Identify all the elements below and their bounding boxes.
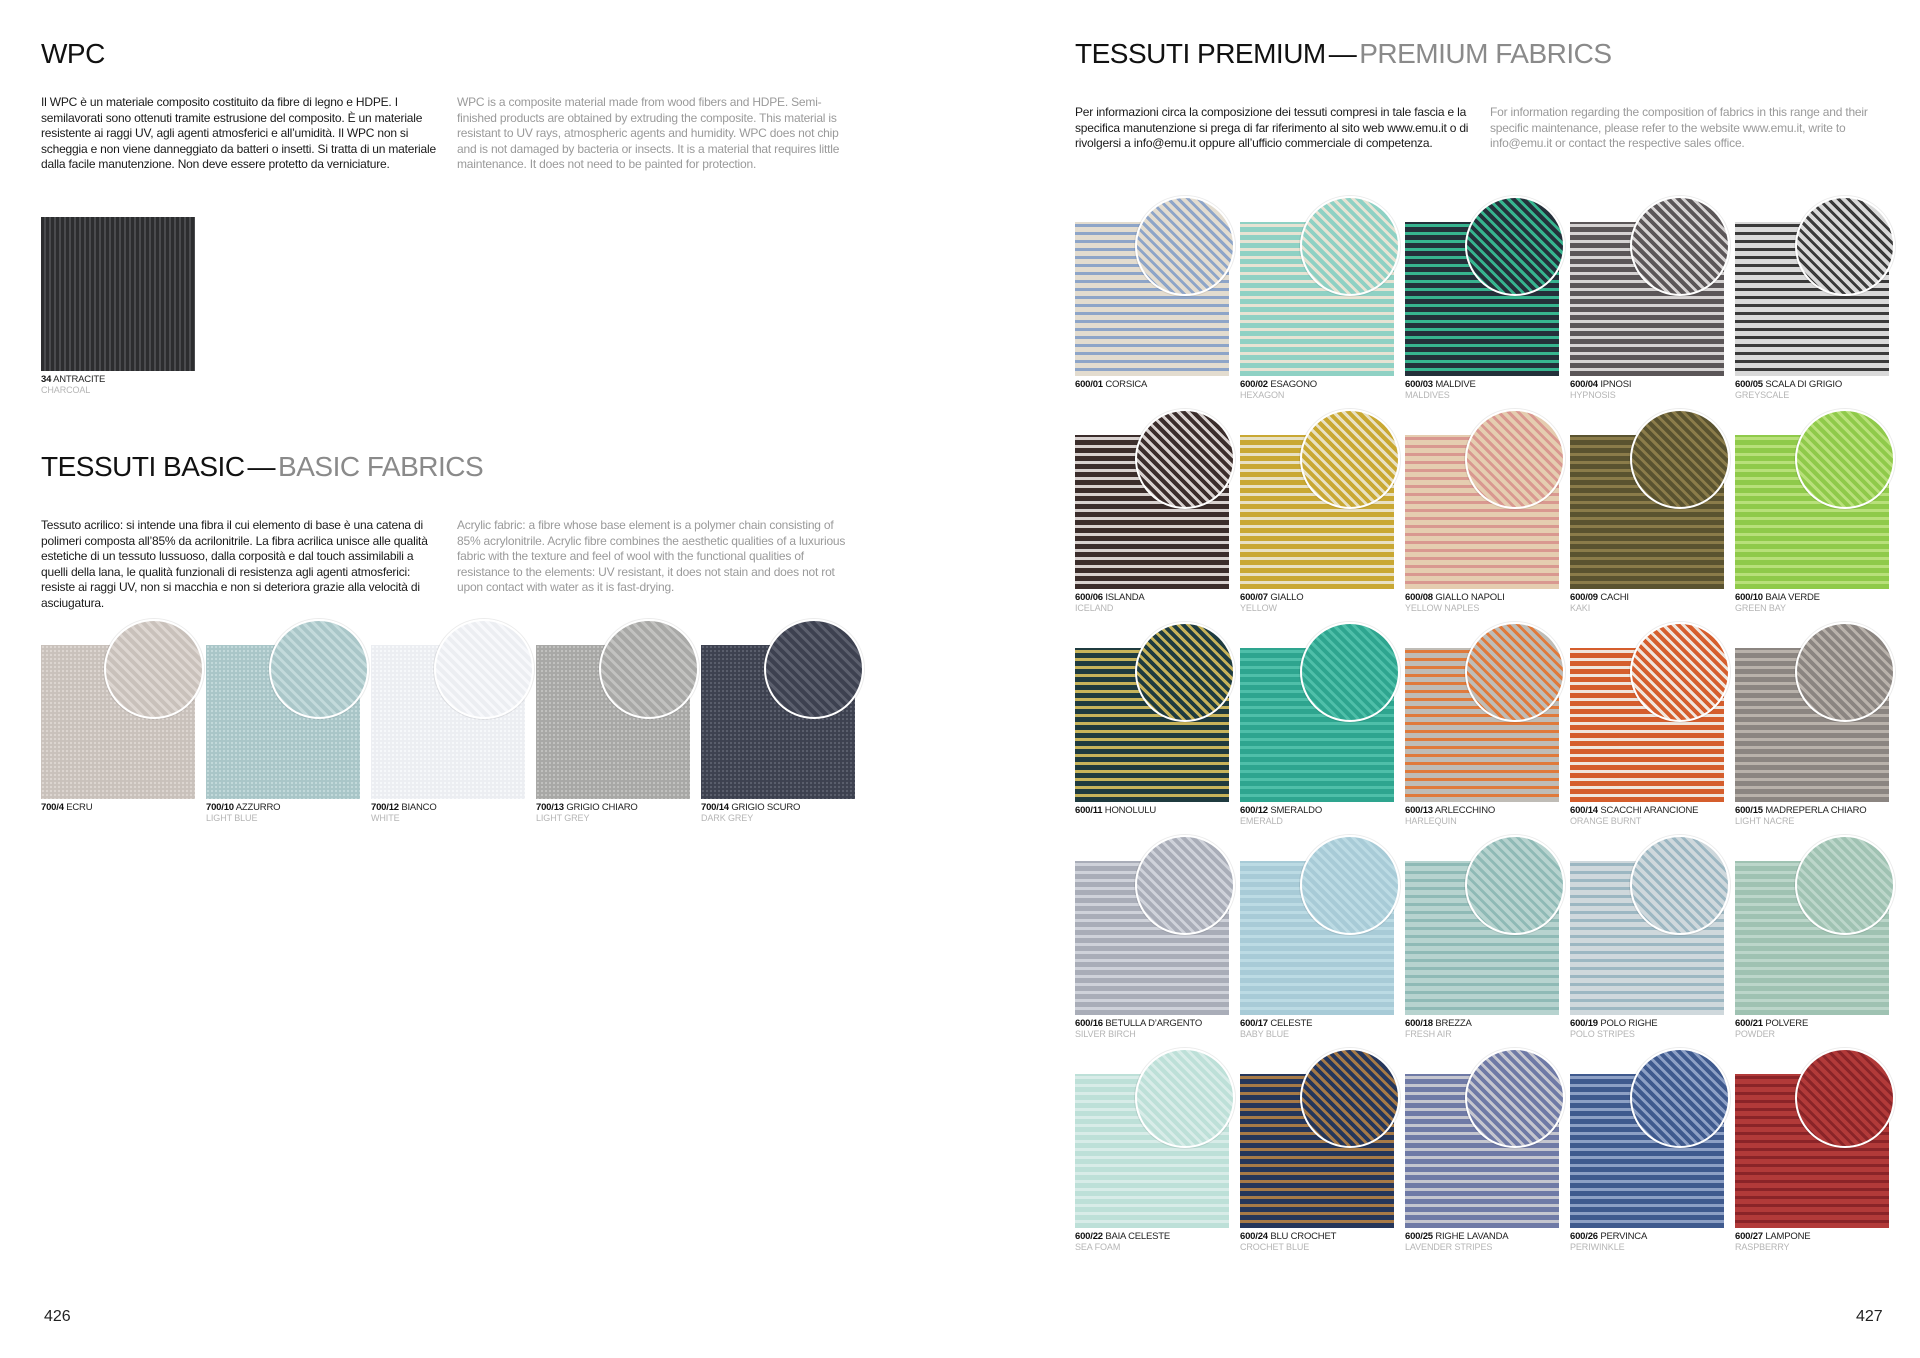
- fabric-swatch-label: [536, 802, 638, 813]
- swatch-name: IPNOSI: [1600, 379, 1632, 390]
- fabric-zoom-circle: [1630, 1048, 1730, 1148]
- swatch-code: 600/07: [1240, 592, 1268, 603]
- swatch-code: 600/05: [1735, 379, 1763, 390]
- swatch-code: 600/26: [1570, 1231, 1598, 1242]
- swatch-name-en: MALDIVES: [1405, 390, 1450, 400]
- fabric-swatch: [1075, 222, 1229, 400]
- fabric-swatch-label: [1735, 592, 1820, 603]
- premium-title-en: PREMIUM FABRICS: [1359, 38, 1612, 69]
- swatch-name: GIALLO: [1270, 592, 1304, 603]
- premium-text-en: For information regarding the composition of fabrics in this range and their specific maintenance, please refer to the website www.emu.it, write to info@emu.it or contact the respective sales office.: [1490, 105, 1868, 150]
- fabric-swatch-label: [1075, 592, 1145, 603]
- fabric-swatch: [1405, 1074, 1559, 1252]
- swatch-code: 600/15: [1735, 805, 1763, 816]
- basic-text-en: Acrylic fabric: a fibre whose base element is a polymer chain consisting of 85% acrylonitrile. Acrylic fibre combines the aesthetic qualities of a luxurious fabric with the texture and feel of wool with the functional qualities of resistance to the elements: UV resistant, it does not stain and does not rot upon contact with water as it is fast-drying.: [457, 518, 846, 594]
- fabric-swatch: [1570, 861, 1724, 1039]
- swatch-name: CACHI: [1600, 592, 1629, 603]
- fabric-zoom-circle: [434, 619, 534, 719]
- fabric-zoom-circle: [1300, 622, 1400, 722]
- swatch-code: 600/09: [1570, 592, 1598, 603]
- fabric-zoom-circle: [104, 619, 204, 719]
- swatch-code: 600/12: [1240, 805, 1268, 816]
- fabric-zoom-circle: [1795, 622, 1895, 722]
- swatch-name-en: ORANGE BURNT: [1570, 816, 1642, 826]
- fabric-swatch-label: [1405, 379, 1476, 390]
- swatch-name-en: YELLOW NAPLES: [1405, 603, 1480, 613]
- fabric-zoom-circle: [1465, 835, 1565, 935]
- basic-text-it: Tessuto acrilico: si intende una fibra il cui elemento di base è una catena di polimeri composta all’85% da acrilonitrile. La fibra acrilica unisce alle qualità estetiche di un tessuto lussuoso, dalla corposità e dal touch assimilabili a quelli della lana, le qualità funzionali di resistenza agli agenti atmosferici: resiste ai raggi UV, non si macchia e non si deteriora grazie alla velocità di asciugatura.: [41, 518, 428, 610]
- swatch-name-en: HEXAGON: [1240, 390, 1285, 400]
- swatch-name-en: FRESH AIR: [1405, 1029, 1452, 1039]
- swatch-name: SMERALDO: [1270, 805, 1323, 816]
- swatch-name: POLVERE: [1765, 1018, 1809, 1029]
- fabric-zoom-circle: [1300, 1048, 1400, 1148]
- basic-title-main: TESSUTI BASIC: [41, 451, 245, 482]
- fabric-zoom-circle: [1135, 196, 1235, 296]
- fabric-swatch: [1075, 435, 1229, 613]
- swatch-code: 600/22: [1075, 1231, 1103, 1242]
- swatch-name-en: RASPBERRY: [1735, 1242, 1790, 1252]
- fabric-swatch-label: [1405, 805, 1495, 816]
- fabric-swatch: [1075, 861, 1229, 1039]
- swatch-name-en: LAVENDER STRIPES: [1405, 1242, 1493, 1252]
- swatch-name-en: DARK GREY: [701, 813, 754, 823]
- swatch-code: 600/01: [1075, 379, 1103, 390]
- fabric-swatch-label: [701, 802, 800, 813]
- swatch-name: MALDIVE: [1435, 379, 1476, 390]
- fabric-swatch: [1570, 435, 1724, 613]
- swatch-code: 600/11: [1075, 805, 1103, 816]
- swatch-name: RIGHE LAVANDA: [1435, 1231, 1509, 1242]
- swatch-name: ESAGONO: [1270, 379, 1317, 390]
- fabric-swatch-label: [1570, 379, 1631, 390]
- swatch-name: BETULLA D’ARGENTO: [1105, 1018, 1203, 1029]
- swatch-code: 700/10: [206, 802, 234, 813]
- swatch-code: 600/04: [1570, 379, 1598, 390]
- basic-title-dash: —: [247, 451, 276, 482]
- fabric-swatch-label: [1405, 1018, 1472, 1029]
- fabric-swatch: [1735, 861, 1889, 1039]
- swatch-name: CELESTE: [1270, 1018, 1313, 1029]
- fabric-swatch-label: [371, 802, 437, 813]
- swatch-name-en: EMERALD: [1240, 816, 1283, 826]
- swatch-name: BREZZA: [1435, 1018, 1472, 1029]
- fabric-zoom-circle: [1630, 196, 1730, 296]
- fabric-swatch-label: [1570, 1018, 1657, 1029]
- swatch-name: GIALLO NAPOLI: [1435, 592, 1505, 603]
- swatch-code: 600/17: [1240, 1018, 1268, 1029]
- premium-title-main: TESSUTI PREMIUM: [1075, 38, 1326, 69]
- fabric-swatch: [1240, 1074, 1394, 1252]
- fabric-swatch-label: [1570, 1231, 1647, 1242]
- swatch-code: 600/16: [1075, 1018, 1103, 1029]
- wpc-title: WPC: [41, 38, 105, 69]
- swatch-name-en: HYPNOSIS: [1570, 390, 1616, 400]
- swatch-name-en: GREEN BAY: [1735, 603, 1786, 613]
- swatch-code: 700/12: [371, 802, 399, 813]
- swatch-name: BLU CROCHET: [1270, 1231, 1337, 1242]
- fabric-swatch-label: [1240, 805, 1322, 816]
- swatch-name-en: LIGHT NACRE: [1735, 816, 1795, 826]
- fabric-zoom-circle: [764, 619, 864, 719]
- fabric-swatch-label: [1240, 1231, 1336, 1242]
- fabric-zoom-circle: [1300, 835, 1400, 935]
- swatch-name: CORSICA: [1105, 379, 1148, 390]
- fabric-swatch-label: [1735, 379, 1842, 390]
- swatch-name: BAIA VERDE: [1765, 592, 1820, 603]
- wpc-swatch-name-en: CHARCOAL: [41, 385, 91, 395]
- page-number-right: 427: [1856, 1308, 1883, 1325]
- fabric-swatch-label: [1735, 1231, 1810, 1242]
- swatch-name-en: PERIWINKLE: [1570, 1242, 1625, 1252]
- fabric-zoom-circle: [1135, 835, 1235, 935]
- fabric-swatch: [1075, 648, 1229, 826]
- fabric-swatch-label: [1240, 592, 1303, 603]
- swatch-name-en: POWDER: [1735, 1029, 1775, 1039]
- fabric-swatch-label: [1405, 1231, 1508, 1242]
- page-number-left: 426: [44, 1308, 71, 1325]
- fabric-swatch: [41, 645, 195, 823]
- premium-text-it: Per informazioni circa la composizione dei tessuti compresi in tale fascia e la specifica manutenzione si prega di far riferimento al sito web www.emu.it o di rivolgersi a info@emu.it oppure all’ufficio commerciale di competenza.: [1075, 105, 1469, 150]
- fabric-swatch: [1570, 1074, 1724, 1252]
- swatch-code: 600/10: [1735, 592, 1763, 603]
- fabric-swatch-label: [1240, 1018, 1312, 1029]
- swatch-name-en: KAKI: [1570, 603, 1591, 613]
- swatch-code: 600/21: [1735, 1018, 1763, 1029]
- swatch-name: PERVINCA: [1600, 1231, 1648, 1242]
- fabric-swatch-label: [1735, 1018, 1808, 1029]
- fabric-swatch-label: [1735, 805, 1866, 816]
- swatch-code: 600/06: [1075, 592, 1103, 603]
- wpc-swatch-label: [41, 374, 105, 385]
- fabric-swatch-label: [1075, 1231, 1170, 1242]
- swatch-name-en: CROCHET BLUE: [1240, 1242, 1310, 1252]
- fabric-swatch: [1240, 222, 1394, 400]
- swatch-code: 600/14: [1570, 805, 1598, 816]
- swatch-name-en: SEA FOAM: [1075, 1242, 1121, 1252]
- fabric-swatch: [206, 645, 360, 823]
- wpc-text-en: WPC is a composite material made from wood fibers and HDPE. Semi-finished products are obtained by extruding the composite. This material is resistant to UV rays, atmospheric agents and humidity. WPC does not chip and is not damaged by bacteria or insects. It is a material that requires little maintenance. It does not need to be painted for protection.: [457, 95, 840, 171]
- swatch-code: 600/24: [1240, 1231, 1268, 1242]
- fabric-zoom-circle: [1795, 1048, 1895, 1148]
- fabric-swatch: [1735, 222, 1889, 400]
- fabric-swatch: [1735, 1074, 1889, 1252]
- fabric-zoom-circle: [1300, 196, 1400, 296]
- swatch-name-en: SILVER BIRCH: [1075, 1029, 1136, 1039]
- swatch-name-en: LIGHT BLUE: [206, 813, 258, 823]
- swatch-name-en: POLO STRIPES: [1570, 1029, 1635, 1039]
- basic-title: [41, 451, 483, 483]
- fabric-swatch-label: [1075, 1018, 1202, 1029]
- fabric-zoom-circle: [1630, 622, 1730, 722]
- fabric-zoom-circle: [269, 619, 369, 719]
- fabric-zoom-circle: [1135, 622, 1235, 722]
- swatch-name: ECRU: [66, 802, 93, 813]
- fabric-zoom-circle: [1465, 1048, 1565, 1148]
- fabric-swatch: [701, 645, 855, 823]
- fabric-swatch-label: [1570, 805, 1698, 816]
- swatch-name: ANTRACITE: [53, 374, 106, 385]
- swatch-name: ARLECCHINO: [1434, 805, 1496, 816]
- swatch-name: LAMPONE: [1765, 1231, 1811, 1242]
- fabric-swatch-label: [1405, 592, 1505, 603]
- swatch-code: 600/03: [1405, 379, 1433, 390]
- fabric-swatch: [1570, 222, 1724, 400]
- fabric-swatch: [536, 645, 690, 823]
- swatch-name: BAIA CELESTE: [1105, 1231, 1170, 1242]
- premium-title-dash: —: [1328, 38, 1357, 69]
- swatch-name: GRIGIO CHIARO: [566, 802, 638, 813]
- swatch-name-en: ICELAND: [1075, 603, 1114, 613]
- swatch-code: 34: [41, 374, 52, 385]
- swatch-code: 700/4: [41, 802, 64, 813]
- fabric-zoom-circle: [1795, 835, 1895, 935]
- swatch-name: BIANCO: [401, 802, 437, 813]
- fabric-zoom-circle: [1135, 1048, 1235, 1148]
- fabric-zoom-circle: [1465, 196, 1565, 296]
- premium-title: [1075, 38, 1612, 70]
- fabric-swatch: [1405, 222, 1559, 400]
- swatch-code: 600/25: [1405, 1231, 1433, 1242]
- fabric-swatch-label: [1570, 592, 1629, 603]
- swatch-name: POLO RIGHE: [1600, 1018, 1658, 1029]
- basic-title-en: BASIC FABRICS: [278, 451, 484, 482]
- fabric-swatch-label: [206, 802, 280, 813]
- swatch-name-en: LIGHT GREY: [536, 813, 590, 823]
- swatch-name: HONOLULU: [1104, 805, 1156, 816]
- swatch-name: GRIGIO SCURO: [731, 802, 801, 813]
- swatch-name-en: BABY BLUE: [1240, 1029, 1289, 1039]
- fabric-zoom-circle: [1795, 409, 1895, 509]
- swatch-name-en: WHITE: [371, 813, 400, 823]
- fabric-swatch: [1405, 648, 1559, 826]
- fabric-swatch-label: [1240, 379, 1317, 390]
- fabric-zoom-circle: [1630, 835, 1730, 935]
- fabric-swatch-label: [1075, 805, 1156, 816]
- swatch-name: SCALA DI GRIGIO: [1765, 379, 1843, 390]
- wpc-text-it: Il WPC è un materiale composito costituito da fibre di legno e HDPE. I semilavorati sono ottenuti tramite estrusione del composito. È un materiale resistente ai raggi UV, agli agenti atmosferici e all’umidità. Il WPC non si scheggia e non viene danneggiato da batteri o insetti. Si tratta di un materiale dalla facile manutenzione. Non deve essere protetto da verniciature.: [41, 95, 436, 171]
- fabric-zoom-circle: [599, 619, 699, 719]
- swatch-code: 600/18: [1405, 1018, 1433, 1029]
- fabric-zoom-circle: [1300, 409, 1400, 509]
- fabric-zoom-circle: [1630, 409, 1730, 509]
- swatch-name-en: HARLEQUIN: [1405, 816, 1457, 826]
- swatch-name-en: YELLOW: [1240, 603, 1277, 613]
- swatch-code: 700/14: [701, 802, 729, 813]
- swatch-name-en: GREYSCALE: [1735, 390, 1790, 400]
- swatch-code: 600/13: [1405, 805, 1433, 816]
- fabric-zoom-circle: [1465, 409, 1565, 509]
- fabric-swatch: [1240, 435, 1394, 613]
- swatch-code: 600/27: [1735, 1231, 1763, 1242]
- fabric-swatch: [1735, 648, 1889, 826]
- fabric-swatch: [371, 645, 525, 823]
- fabric-swatch: [1240, 648, 1394, 826]
- fabric-zoom-circle: [1465, 622, 1565, 722]
- fabric-swatch-label: [41, 802, 92, 813]
- fabric-zoom-circle: [1795, 196, 1895, 296]
- fabric-swatch-label: [1075, 379, 1147, 390]
- wpc-swatch: [41, 217, 195, 395]
- fabric-swatch: [1735, 435, 1889, 613]
- fabric-swatch: [1405, 861, 1559, 1039]
- swatch-code: 600/19: [1570, 1018, 1598, 1029]
- fabric-swatch: [1240, 861, 1394, 1039]
- swatch-name: MADREPERLA CHIARO: [1765, 805, 1867, 816]
- swatch-code: 600/08: [1405, 592, 1433, 603]
- fabric-zoom-circle: [1135, 409, 1235, 509]
- swatch-code: 700/13: [536, 802, 564, 813]
- swatch-name: SCACCHI ARANCIONE: [1600, 805, 1699, 816]
- fabric-swatch: [1405, 435, 1559, 613]
- swatch-name: ISLANDA: [1105, 592, 1145, 603]
- fabric-swatch: [1570, 648, 1724, 826]
- fabric-swatch: [1075, 1074, 1229, 1252]
- swatch-name: AZZURRO: [235, 802, 281, 813]
- swatch-code: 600/02: [1240, 379, 1268, 390]
- wpc-swatch-image: [41, 217, 195, 371]
